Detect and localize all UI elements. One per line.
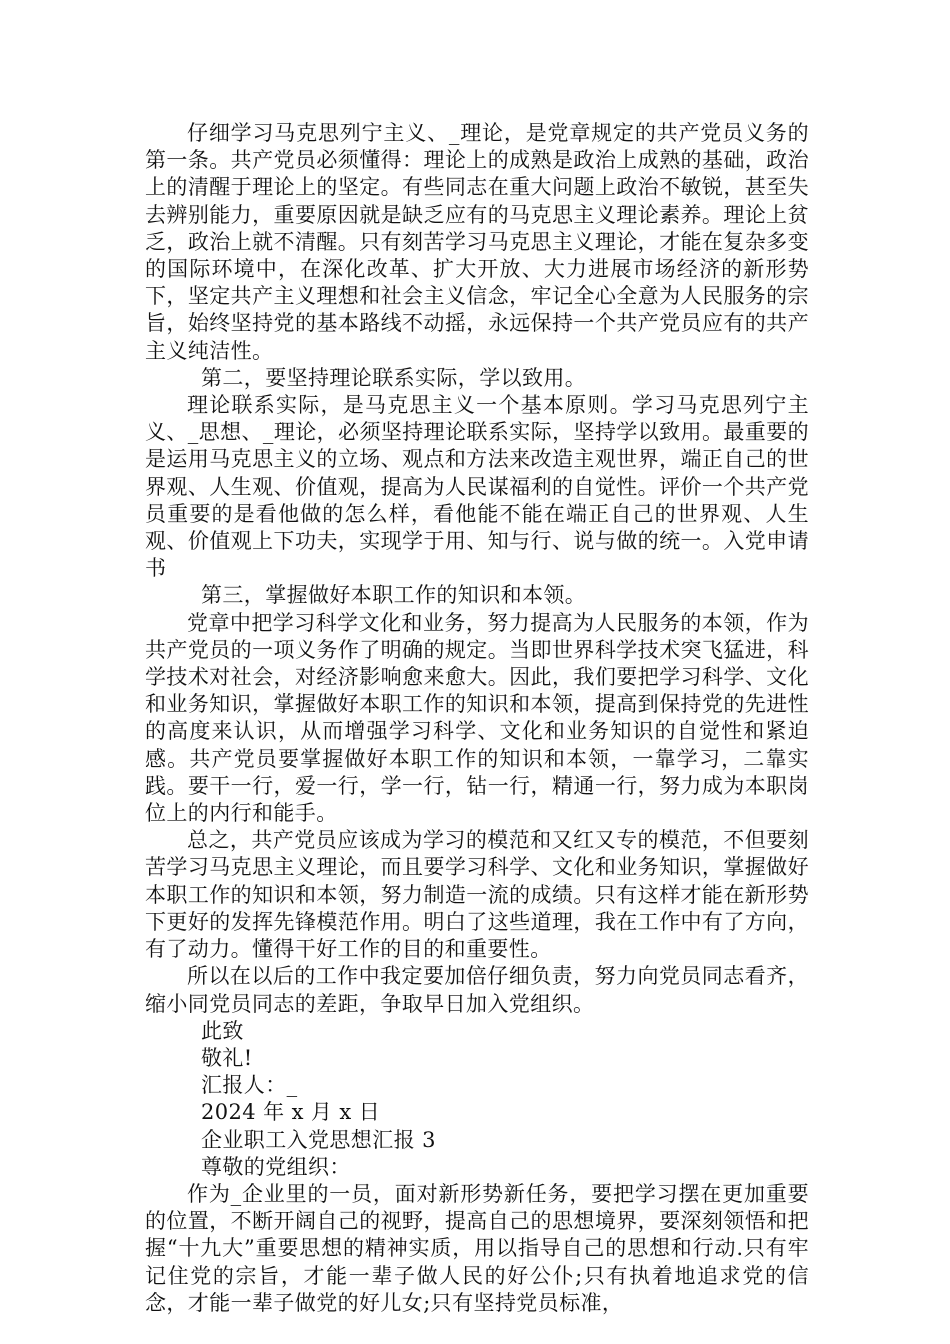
paragraph-commitment: 所以在以后的工作中我定要加倍仔细负责，努力向党员同志看齐，缩小同党员同志的差距，争取早日加入党组织。: [145, 964, 809, 1016]
heading-third-point: 第三，掌握做好本职工作的知识和本领。: [201, 583, 587, 608]
paragraph-summary: 总之，共产党员应该成为学习的模范和又红又专的模范，不但要刻苦学习马克思主义理论，而且要学习科学、文化和业务知识，掌握做好本职工作的知识和本领，努力制造一流的成绩。只有这样才能在新形势下更好的发挥先锋模范作用。明白了这些道理，我在工作中有了方向，有了动力。懂得干好工作的目的和重要性。: [145, 828, 809, 962]
heading-second-point: 第二，要坚持理论联系实际，学以致用。: [201, 365, 587, 390]
paragraph-enterprise-member: 作为_企业里的一员，面对新形势新任务，要把学习摆在更加重要的位置，不断开阔自己的视野，提高自己的思想境界，要深刻领悟和把握“十九大”重要思想的精神实质，用以指导自己的思想和行动.只有牢记住党的宗旨，才能一辈子做人民的好公仆;只有执着地追求党的信念，才能一辈子做党的好儿女;只有坚持党员标准，: [145, 1181, 809, 1315]
paragraph-theory-practice: 理论联系实际，是马克思主义一个基本原则。学习马克思列宁主义、_思想、_理论，必须坚持理论联系实际，坚持学以致用。最重要的是运用马克思主义的立场、观点和方法来改造主观世界，端正自己的世界观、人生观、价值观，提高为人民谋福利的自觉性。评价一个共产党员重要的是看他做的怎么样，看他能不能在端正自己的世界观、人生观、价值观上下功夫，实现学于用、知与行、说与做的统一。入党申请书: [145, 393, 809, 581]
date-line: 2024 年 x 月 x 日: [201, 1100, 381, 1125]
salutation: 尊敬的党组织：: [201, 1154, 351, 1179]
document-page: [145, 120, 809, 1317]
paragraph-professional-skills: 党章中把学习科学文化和业务，努力提高为人民服务的本领，作为共产党员的一项义务作了明确的规定。当即世界科学技术突飞猛进，科学技术对社会，对经济影响愈来愈大。因此，我们要把学习科学、文化和业务知识，掌握做好本职工作的知识和本领，提高到保持党的先进性的高度来认识，从而增强学习科学、文化和业务知识的自觉性和紧迫感。共产党员要掌握做好本职工作的知识和本领，一靠学习，二靠实践。要干一行，爱一行，学一行，钻一行，精通一行，努力成为本职岗位上的内行和能手。: [145, 610, 809, 826]
reporter-line: 汇报人：_: [201, 1073, 298, 1098]
closing-line-1: 此致: [201, 1018, 244, 1043]
closing-line-2: 敬礼!: [201, 1045, 253, 1070]
next-section-title: 企业职工入党思想汇报 3: [201, 1127, 436, 1152]
paragraph-study-theory: 仔细学习马克思列宁主义、_理论，是党章规定的共产党员义务的第一条。共产党员必须懂得：理论上的成熟是政治上成熟的基础，政治上的清醒于理论上的坚定。有些同志在重大问题上政治不敏锐，甚至失去辨别能力，重要原因就是缺乏应有的马克思主义理论素养。理论上贫乏，政治上就不清醒。只有刻苦学习马克思主义理论，才能在复杂多变的国际环境中，在深化改革、扩大开放、大力进展市场经济的新形势下，坚定共产主义理想和社会主义信念，牢记全心全意为人民服务的宗旨，始终坚持党的基本路线不动摇，永远保持一个共产党员应有的共产主义纯洁性。: [145, 121, 809, 363]
